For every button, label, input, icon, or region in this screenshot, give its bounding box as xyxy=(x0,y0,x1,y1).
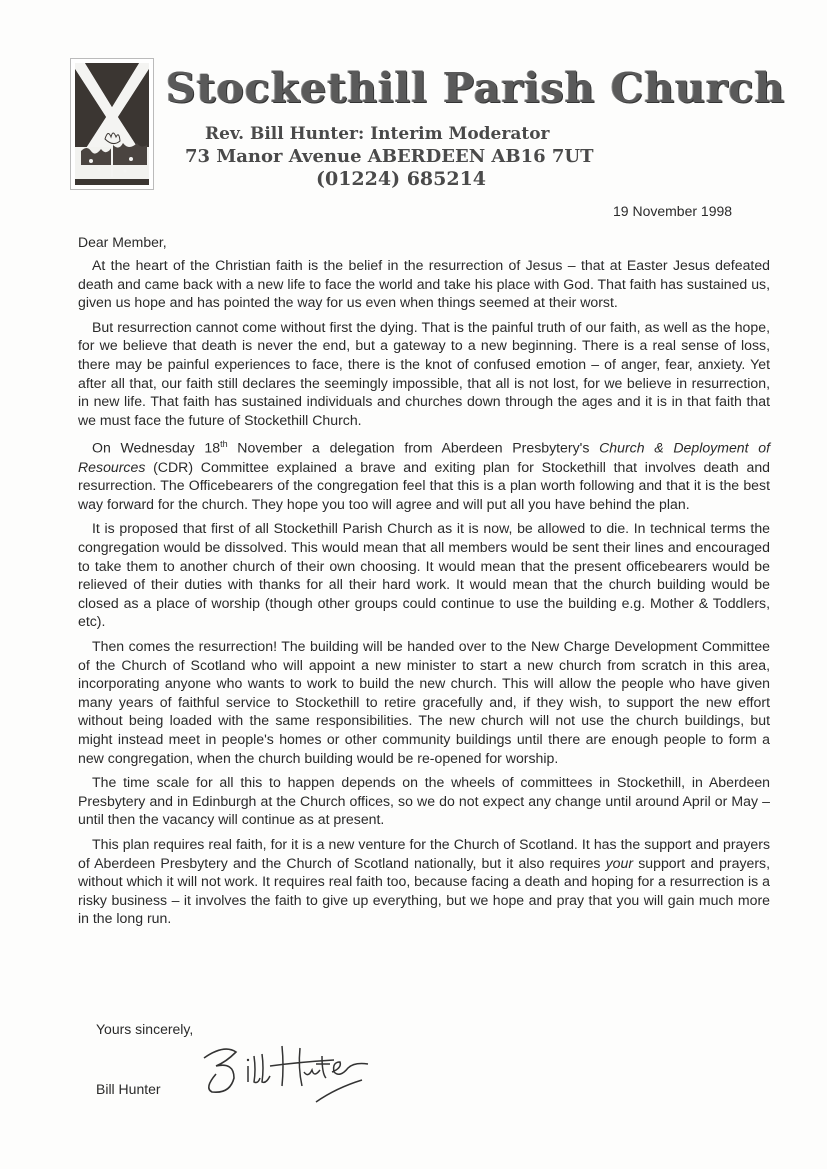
phone-line: (01224) 685214 xyxy=(316,168,487,190)
paragraph-3 xyxy=(78,435,770,513)
paragraph-5: Then comes the resurrection! The building will be handed over to the New Charge Development Committee of the Church of Scotland who will appoint a new minister to start a new church from scratch in this area, incorporating anyone who wants to work to build the new church. This will allow the people who have given many years of faithful service to Stockethill to retire gracefully and, if they wish, to support the new effort without being loaded with the same responsibilities. The new church will not use the church buildings, but might instead meet in people's homes or other community buildings until there are enough people to form a new congregation, when the church building would be re-opened for worship. xyxy=(78,637,770,766)
p3-text-a: On Wednesday 18 xyxy=(92,440,221,457)
closing: Yours sincerely, xyxy=(96,1021,194,1037)
saltire-burning-bush-logo-icon xyxy=(70,58,154,190)
p7-text-b: support and prayers, without which it will not work. It requires real faith too, because facing a death and hoping for a resurrection is a risky business – it involves the faith to give up everything, but we hope and pray that you will gain much more in the long run. xyxy=(78,854,770,927)
p3-text-c: (CDR) Committee explained a brave and exiting plan for Stockethill that involves death and resurrection. The Officebearers of the congregation feel that this is a plan worth following and that it is the best way forward for the church. They hope you too will agree and will put all you have behind the plan. xyxy=(78,458,770,512)
p7-text-a: This plan requires real faith, for it is a new venture for the Church of Scotland. It has the support and prayers of Aberdeen Presbytery and the Church of Scotland nationally, but it also requires xyxy=(78,835,770,871)
logo-graphic xyxy=(71,59,153,189)
p3-superscript: th xyxy=(220,439,228,450)
paragraph-1: At the heart of the Christian faith is the belief in the resurrection of Jesus – that at Easter Jesus defeated death and came back with a new life to face the world and take his place with God. That faith has sustained us, given us hope and has pointed the way for us even when things seemed at their worst. xyxy=(78,257,770,311)
church-name-heading: Stockethill Parish Church xyxy=(166,64,786,112)
letter-date: 19 November 1998 xyxy=(613,203,733,219)
paragraph-4: It is proposed that first of all Stockethill Parish Church as it is now, be allowed to die. In technical terms the congregation would be dissolved. This would mean that all members would be sent their lines and encouraged to take them to another church of their own choosing. It would mean that the present officebearers would be relieved of their duties with thanks for all their hard work. It would mean that the church building would be closed as a place of worship (though other groups could continue to use the building e.g. Mother & Toddlers, etc). xyxy=(78,520,770,630)
address-line: 73 Manor Avenue ABERDEEN AB16 7UT xyxy=(185,146,594,167)
moderator-line: Rev. Bill Hunter: Interim Moderator xyxy=(205,124,550,144)
paragraph-6: The time scale for all this to happen depends on the wheels of committees in Stockethill, in Aberdeen Presbytery and in Edinburgh at the Church offices, so we do not expect any change until around April or May – until then the vacancy will continue as at present. xyxy=(78,774,770,828)
signatory-name: Bill Hunter xyxy=(96,1081,161,1097)
handwritten-signature-icon xyxy=(196,1036,416,1106)
letter-body xyxy=(78,256,770,934)
p3-text-b: November a delegation from Aberdeen Presbytery's xyxy=(227,440,600,457)
p3-committee-name: Church & Deployment of Resources xyxy=(78,440,771,475)
paragraph-2: But resurrection cannot come without first the dying. That is the painful truth of our faith, as well as the hope, for we believe that death is never the end, but a gateway to a new beginning. There is a real sense of loss, there may be painful experiences to face, there is the knot of confused emotion – of anger, fear, anxiety. Yet after all that, our faith still declares the seemingly impossible, that all is not lost, for we believe in resurrection, in new life. That faith has sustained individuals and churches down through the ages and it is in that faith that we must face the future of Stockethill Church. xyxy=(78,318,770,428)
paragraph-7 xyxy=(78,835,770,928)
p7-emphasis: your xyxy=(605,854,634,871)
greeting: Dear Member, xyxy=(78,234,167,250)
